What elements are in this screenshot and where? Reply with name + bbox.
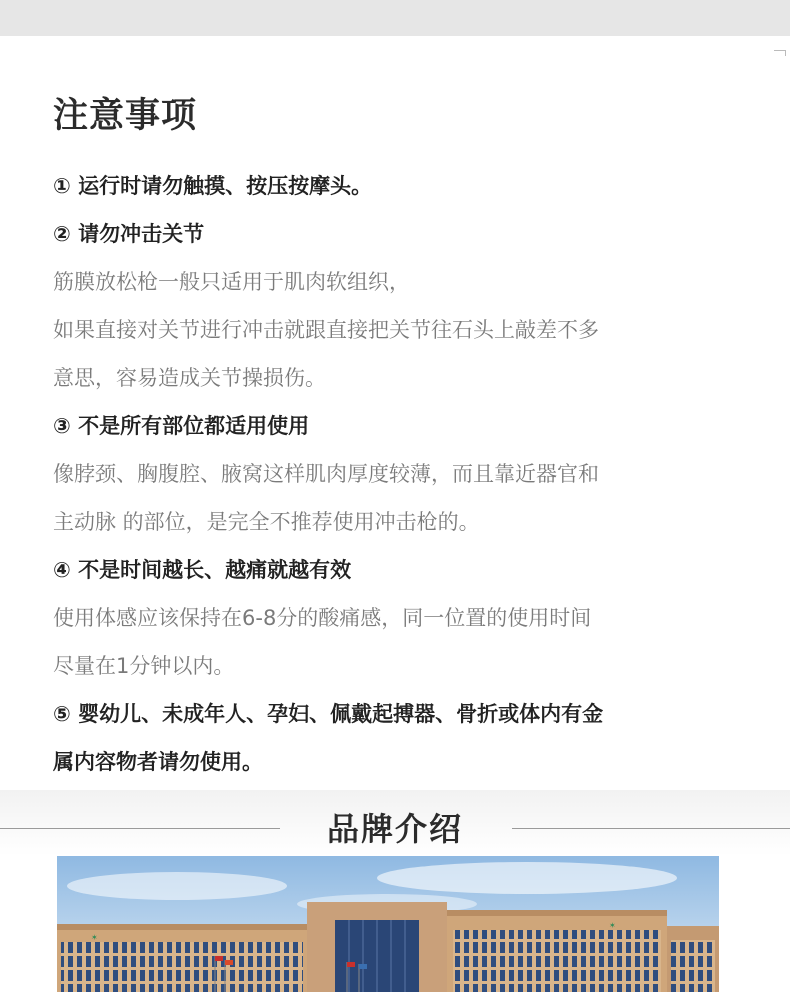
cloud — [377, 862, 677, 894]
flag — [347, 962, 355, 967]
note-text: 意思，容易造成关节操损伤。 — [53, 366, 326, 390]
left-wing-roof — [57, 924, 307, 930]
note-heading-3: ③ 不是所有部位都适用使用 — [53, 414, 310, 438]
logo-mark-left: ✶ — [91, 933, 98, 942]
note-text: 使用体感应该保持在6-8分的酸痛感，同一位置的使用时间 — [53, 606, 592, 630]
right-wing-roof — [447, 910, 667, 916]
left-wing-windows — [61, 942, 303, 992]
brand-title: 品牌介绍 — [326, 810, 463, 848]
corner-mark — [774, 50, 786, 56]
right-wing-windows — [453, 930, 661, 992]
note-text: 主动脉 的部位，是完全不推荐使用冲击枪的。 — [53, 510, 480, 534]
note-heading-4: ④ 不是时间越长、越痛就越有效 — [53, 558, 352, 582]
note-heading-5: ⑤ 婴幼儿、未成年人、孕妇、佩戴起搏器、骨折或体内有金 — [53, 702, 604, 726]
flag — [225, 960, 233, 965]
building-illustration — [57, 856, 719, 992]
note-heading-5-cont: 属内容物者请勿使用。 — [53, 750, 263, 774]
note-text: 筋膜放松枪一般只适用于肌肉软组织， — [53, 270, 410, 294]
cloud — [67, 872, 287, 900]
notes-title: 注意事项 — [53, 96, 198, 136]
brand-section — [0, 790, 790, 992]
far-right-windows — [671, 940, 715, 992]
note-heading-2: ② 请勿冲击关节 — [53, 222, 205, 246]
flag — [359, 964, 367, 969]
note-text: 如果直接对关节进行冲击就跟直接把关节往石头上敲差不多 — [53, 318, 599, 342]
logo-mark-right: ✶ — [609, 921, 616, 930]
flag — [215, 956, 223, 961]
note-text: 像脖颈、胸腹腔、腋窝这样肌肉厚度较薄，而且靠近器官和 — [53, 462, 599, 486]
top-gray-band — [0, 0, 790, 36]
note-text: 尽量在1分钟以内。 — [53, 654, 235, 678]
note-heading-1: ① 运行时请勿触摸、按压按摩头。 — [53, 174, 373, 198]
building-photo — [57, 856, 719, 992]
